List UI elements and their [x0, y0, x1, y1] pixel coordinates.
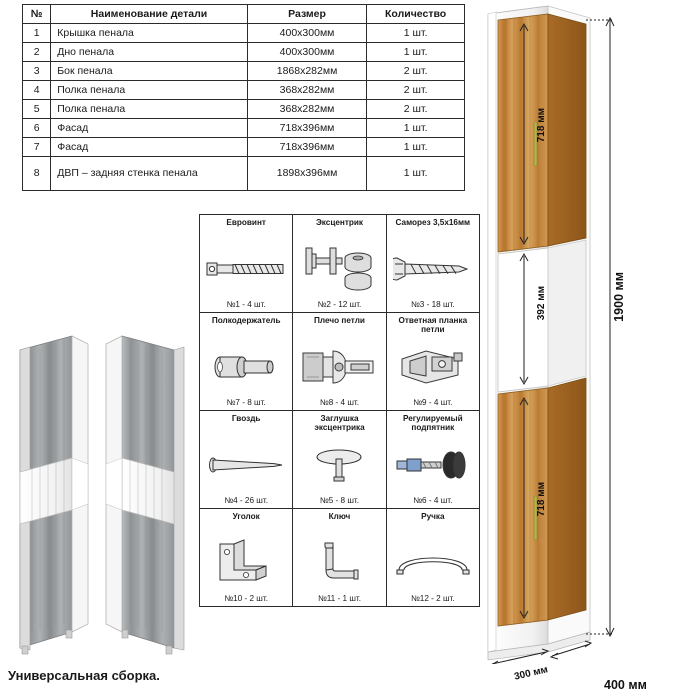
grey-cabinet-right: [106, 336, 184, 654]
hardware-qty: №11 - 1 шт.: [317, 594, 362, 603]
grey-cabinet-left: [20, 336, 88, 654]
col-number: №: [23, 5, 51, 24]
nail-icon: [202, 433, 290, 496]
cell-number: 5: [23, 100, 51, 119]
hardware-title: Саморез 3,5х16мм: [395, 218, 471, 227]
cell-size: 718х396мм: [247, 138, 366, 157]
hardware-grid: [199, 214, 480, 607]
cell-size: 1868х282мм: [247, 62, 366, 81]
cell-part-name: Фасад: [51, 119, 248, 138]
cell-number: 7: [23, 138, 51, 157]
dim-depth-label: 300 мм: [513, 664, 550, 683]
col-part-name: Наименование детали: [51, 5, 248, 24]
cell-quantity: 1 шт.: [367, 43, 465, 62]
cell-number: 6: [23, 119, 51, 138]
cell-size: 400х300мм: [247, 24, 366, 43]
hinge-arm-icon: [295, 335, 383, 398]
hardware-qty: №1 - 4 шт.: [226, 300, 266, 309]
cell-part-name: Фасад: [51, 138, 248, 157]
hardware-cell-self-tapping-screw: [387, 215, 480, 313]
adjustable-foot-icon: [389, 433, 477, 496]
hardware-cell-corner-bracket: [200, 509, 293, 607]
cell-size: 1898х396мм: [247, 157, 366, 191]
cell-number: 2: [23, 43, 51, 62]
page-caption: Универсальная сборка.: [8, 668, 160, 683]
hardware-title: Эксцентрик: [315, 218, 364, 227]
hardware-cell-adjustable-foot: [387, 411, 480, 509]
cell-size: 400х300мм: [247, 43, 366, 62]
hardware-title: Уголок: [232, 512, 260, 521]
table-header-row: [23, 5, 465, 24]
col-size: Размер: [247, 5, 366, 24]
dim-bottom-door-label: 718 мм: [536, 482, 547, 517]
table-row: [23, 100, 465, 119]
col-quantity: Количество: [367, 5, 465, 24]
handle-icon: [389, 531, 477, 594]
cell-part-name: Полка пенала: [51, 81, 248, 100]
hardware-cell-allen-key: [293, 509, 386, 607]
hardware-qty: №7 - 8 шт.: [226, 398, 266, 407]
hardware-cell-shelf-support: [200, 313, 293, 411]
cell-size: 718х396мм: [247, 119, 366, 138]
cell-quantity: 2 шт.: [367, 81, 465, 100]
dim-total-height-label: 1900 мм: [612, 272, 626, 322]
hardware-qty: №6 - 4 шт.: [413, 496, 453, 505]
hardware-title: Гвоздь: [231, 414, 261, 423]
hardware-cell-hinge-arm: [293, 313, 386, 411]
dim-middle-label: 392 мм: [536, 286, 547, 321]
euro-screw-icon: [202, 237, 290, 300]
hardware-cell-euro-screw: [200, 215, 293, 313]
cam-lock-icon: [295, 237, 383, 300]
cell-part-name: Крышка пенала: [51, 24, 248, 43]
cell-number: 8: [23, 157, 51, 191]
dim-width-label: 400 мм: [604, 678, 647, 692]
allen-key-icon: [295, 531, 383, 594]
cell-part-name: Дно пенала: [51, 43, 248, 62]
cell-quantity: 1 шт.: [367, 138, 465, 157]
hardware-title: Заглушка эксцентрика: [314, 414, 365, 433]
table-row: [23, 62, 465, 81]
table-row: [23, 138, 465, 157]
hardware-title: Ручка: [421, 512, 445, 521]
cell-size: 368х282мм: [247, 100, 366, 119]
dim-top-door-label: 718 мм: [536, 108, 547, 143]
cell-quantity: 2 шт.: [367, 100, 465, 119]
hardware-qty: №4 - 26 шт.: [224, 496, 268, 505]
cell-quantity: 2 шт.: [367, 62, 465, 81]
hardware-qty: №2 - 12 шт.: [317, 300, 362, 309]
table-row: [23, 81, 465, 100]
hardware-title: Еврoвинт: [226, 218, 266, 227]
grey-cabinet-pair-illustration: [10, 332, 195, 662]
hardware-title: Ключ: [328, 512, 351, 521]
cell-part-name: ДВП – задняя стенка пенала: [51, 157, 248, 191]
cam-cap-icon: [295, 433, 383, 496]
parts-table: [22, 4, 465, 191]
self-tapping-screw-icon: [389, 237, 477, 300]
cell-size: 368х282мм: [247, 81, 366, 100]
hardware-title: Плечо петли: [314, 316, 365, 325]
hardware-qty: №12 - 2 шт.: [410, 594, 455, 603]
cell-number: 4: [23, 81, 51, 100]
hardware-qty: №8 - 4 шт.: [319, 398, 360, 407]
cell-quantity: 1 шт.: [367, 157, 465, 191]
hardware-qty: №5 - 8 шт.: [319, 496, 360, 505]
table-row: [23, 119, 465, 138]
hardware-qty: №9 - 4 шт.: [413, 398, 453, 407]
hardware-title: Регулируемый подпятник: [402, 414, 463, 433]
hardware-cell-hinge-plate: [387, 313, 480, 411]
cell-quantity: 1 шт.: [367, 24, 465, 43]
hinge-plate-icon: [389, 335, 477, 398]
hardware-qty: №3 - 18 шт.: [410, 300, 455, 309]
hardware-qty: №10 - 2 шт.: [224, 594, 268, 603]
table-row: [23, 24, 465, 43]
corner-bracket-icon: [202, 531, 290, 594]
hardware-title: Ответная планка петли: [398, 316, 468, 335]
cell-number: 3: [23, 62, 51, 81]
table-row: [23, 43, 465, 62]
hardware-cell-handle: [387, 509, 480, 607]
table-row: [23, 157, 465, 191]
cell-quantity: 1 шт.: [367, 119, 465, 138]
cell-part-name: Бок пенала: [51, 62, 248, 81]
hardware-cell-cam-cap: [293, 411, 386, 509]
shelf-support-icon: [202, 335, 290, 398]
hardware-cell-cam-lock: [293, 215, 386, 313]
cabinet-3d-illustration: [486, 4, 626, 664]
hardware-title: Полкодержатель: [211, 316, 281, 325]
cell-number: 1: [23, 24, 51, 43]
hardware-cell-nail: [200, 411, 293, 509]
cell-part-name: Полка пенала: [51, 100, 248, 119]
